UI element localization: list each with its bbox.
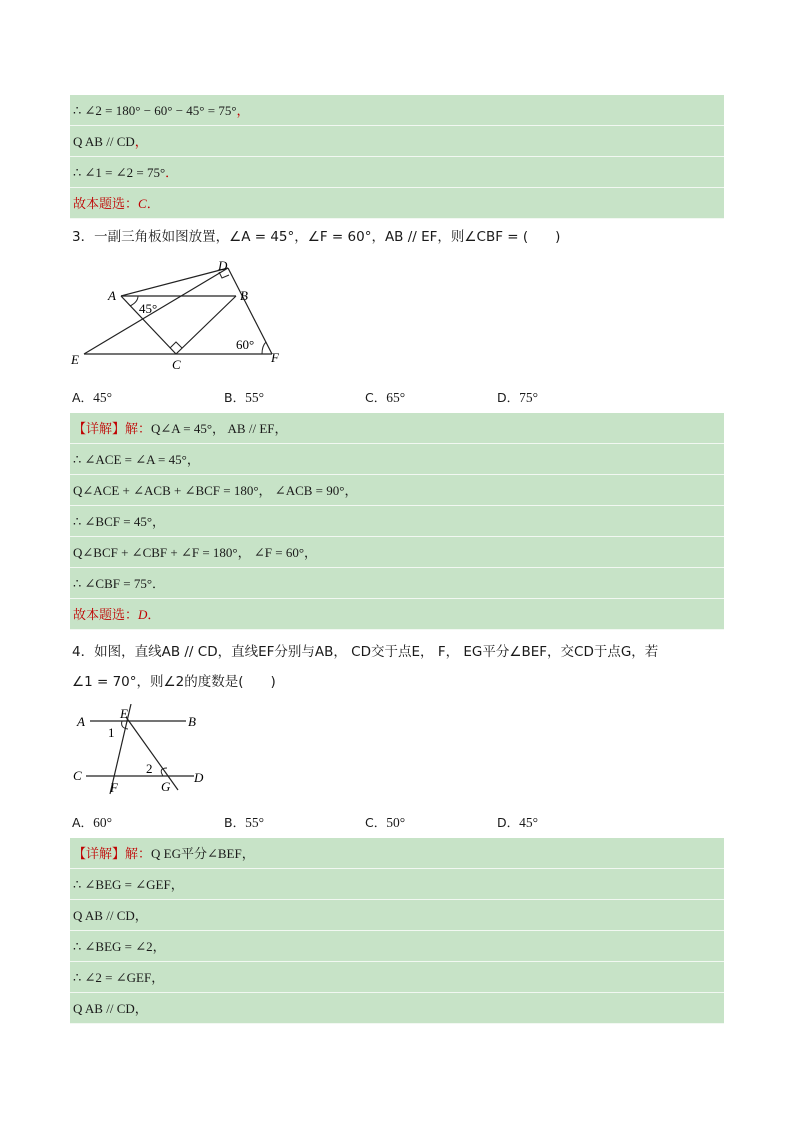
option-d[interactable]: D．75° — [497, 390, 539, 405]
label-1: 1 — [108, 725, 115, 740]
solution-line: ∴ ∠ACE = ∠A = 45°， — [70, 444, 724, 475]
question-4-figure — [70, 704, 210, 799]
question-3-solution — [70, 413, 724, 630]
question-4-stem: 4．如图，直线AB // CD，直线EF分别与AB， CD交于点E， F， EG平分∠BEF，交CD于点G，若 ∠1 = 70°，则∠2的度数是( ) — [72, 644, 659, 690]
question-3-figure — [66, 258, 296, 376]
label-2: 2 — [146, 761, 153, 776]
solution-line: ∴ ∠BEG = ∠GEF， — [70, 869, 724, 900]
solution-line: Q∠ACE + ∠ACB + ∠BCF = 180°， ∠ACB = 90°， — [70, 475, 724, 506]
option-c[interactable]: C．65° — [365, 390, 406, 405]
label-C: C — [172, 357, 181, 372]
angle-A-label: 45° — [139, 301, 158, 316]
solution-conclusion: 故本题选：C． — [70, 188, 724, 219]
solution-line: ∴ ∠BEG = ∠2， — [70, 931, 724, 962]
question-4-options — [72, 813, 724, 833]
question-3-options — [72, 388, 724, 408]
solution-line: Q AB // CD， — [70, 126, 724, 157]
label-E: E — [71, 352, 79, 367]
solution-line: Q AB // CD， — [70, 993, 724, 1024]
solution-line: 【详解】解：Q EG平分∠BEF， — [70, 838, 724, 869]
label-C: C — [73, 768, 82, 783]
option-d[interactable]: D．45° — [497, 815, 539, 830]
solution-line: ∴ ∠CBF = 75°． — [70, 568, 724, 599]
label-B: B — [188, 714, 196, 729]
solution-line: Q AB // CD， — [70, 900, 724, 931]
option-a[interactable]: A．45° — [72, 390, 112, 405]
solution-line: ∴ ∠BCF = 45°， — [70, 506, 724, 537]
label-D: D — [194, 770, 204, 785]
label-E: E — [120, 706, 128, 721]
prev-solution-block — [70, 95, 724, 219]
question-4-solution — [70, 838, 724, 1024]
solution-line: 【详解】解：Q∠A = 45°， AB // EF， — [70, 413, 724, 444]
option-b[interactable]: B．55° — [224, 815, 264, 830]
label-D: D — [218, 258, 228, 273]
option-b[interactable]: B．55° — [224, 390, 264, 405]
solution-line: ∴ ∠2 = ∠GEF， — [70, 962, 724, 993]
solution-line: ∴ ∠2 = 180° − 60° − 45° = 75°， — [70, 95, 724, 126]
label-B: B — [240, 288, 248, 303]
label-F: F — [110, 780, 118, 795]
option-c[interactable]: C．50° — [365, 815, 406, 830]
solution-line: Q∠BCF + ∠CBF + ∠F = 180°， ∠F = 60°， — [70, 537, 724, 568]
label-F: F — [271, 350, 279, 365]
question-3-stem: 3．一副三角板如图放置，∠A = 45°，∠F = 60°，AB // EF，则∠CBF = ( ) — [72, 229, 561, 245]
label-G: G — [161, 779, 171, 794]
angle-F-label: 60° — [236, 337, 255, 352]
label-A: A — [108, 288, 116, 303]
solution-line: ∴ ∠1 = ∠2 = 75°． — [70, 157, 724, 188]
solution-conclusion: 故本题选：D． — [70, 599, 724, 630]
option-a[interactable]: A．60° — [72, 815, 112, 830]
label-A: A — [77, 714, 85, 729]
